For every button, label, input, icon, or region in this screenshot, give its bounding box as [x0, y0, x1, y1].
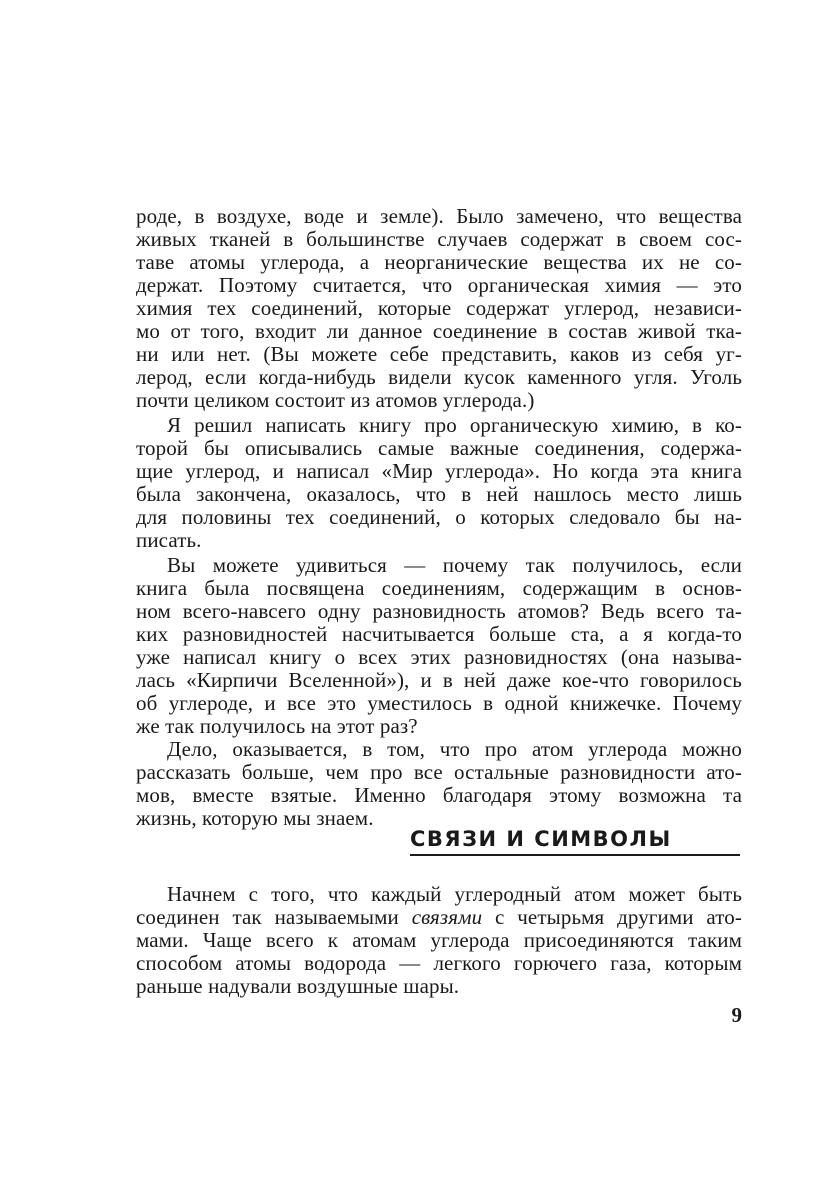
text-line: щие углерод, и написал «Мир углерода». Но когда эта книга: [136, 459, 742, 483]
text-line: раньше надували воздушные шары.: [136, 974, 460, 998]
text-line: [136, 906, 742, 929]
text-run: соединен так называемыми: [136, 905, 412, 929]
text-line: ном всего-навсего одну разновидность атомов? Ведь всего та-: [136, 599, 742, 623]
text-line: Я решил написать книгу про органическую химию, в ко-: [167, 413, 742, 437]
text-line: почти целиком состоит из атомов углерода.): [136, 388, 535, 412]
heading-underline: [410, 854, 740, 856]
text-line: мов, вместе взятые. Именно благодаря этому возможна та: [136, 783, 742, 807]
text-line: ких разновидностей насчитывается больше ста, а я когда-то: [136, 622, 742, 646]
text-line: писать.: [136, 528, 202, 552]
text-line: была закончена, оказалось, что в ней нашлось место лишь: [136, 482, 742, 506]
text-line: держат. Поэтому считается, что органическая химия — это: [136, 273, 742, 297]
text-line: химия тех соединений, которые содержат углерод, независи-: [136, 296, 742, 320]
page-number: 9: [731, 1003, 742, 1027]
text-line: жизнь, которую мы знаем.: [136, 806, 374, 830]
text-line: Вы можете удивиться — почему так получилось, если: [167, 553, 742, 577]
text-line: рассказать больше, чем про все остальные разновидности ато-: [136, 760, 742, 784]
text-line: для половины тех соединений, о которых следовало бы на-: [136, 505, 742, 529]
emphasized-term: связями: [411, 905, 483, 929]
text-line: ни или нет. (Вы можете себе представить, каков из себя уг-: [136, 342, 742, 366]
text-line: способом атомы водорода — легкого горючего газа, которым: [136, 951, 742, 975]
text-line: роде, в воздухе, воде и земле). Было замечено, что вещества: [136, 204, 742, 228]
text-line: уже написал книгу о всех этих разновидностях (она называ-: [136, 645, 742, 669]
text-line: же так получилось на этот раз?: [136, 714, 418, 738]
text-line: мо от того, входит ли данное соединение в состав живой тка-: [136, 319, 742, 343]
text-line: книга была посвящена соединениям, содержащим в основ-: [136, 576, 742, 600]
text-line: Дело, оказывается, в том, что про атом углерода можно: [167, 737, 742, 761]
text-line: об углероде, и все это уместилось в одной книжечке. Почему: [136, 691, 742, 715]
text-line: мами. Чаще всего к атомам углерода присоединяются таким: [136, 928, 742, 952]
section-heading: СВЯЗИ И СИМВОЛЫ: [410, 827, 672, 851]
text-line: живых тканей в большинстве случаев содержат в своем сос-: [136, 227, 742, 251]
text-run: с четырьмя другими ато-: [482, 905, 742, 929]
text-line: лась «Кирпичи Вселенной»), и в ней даже кое-что говорилось: [136, 668, 742, 692]
text-line: лерод, если когда-нибудь видели кусок каменного угля. Уголь: [136, 365, 742, 389]
text-line: Начнем с того, что каждый углеродный атом может быть: [167, 882, 742, 906]
text-line: таве атомы углерода, а неорганические вещества их не со-: [136, 250, 742, 274]
text-line: торой бы описывались самые важные соединения, содержа-: [136, 436, 742, 460]
